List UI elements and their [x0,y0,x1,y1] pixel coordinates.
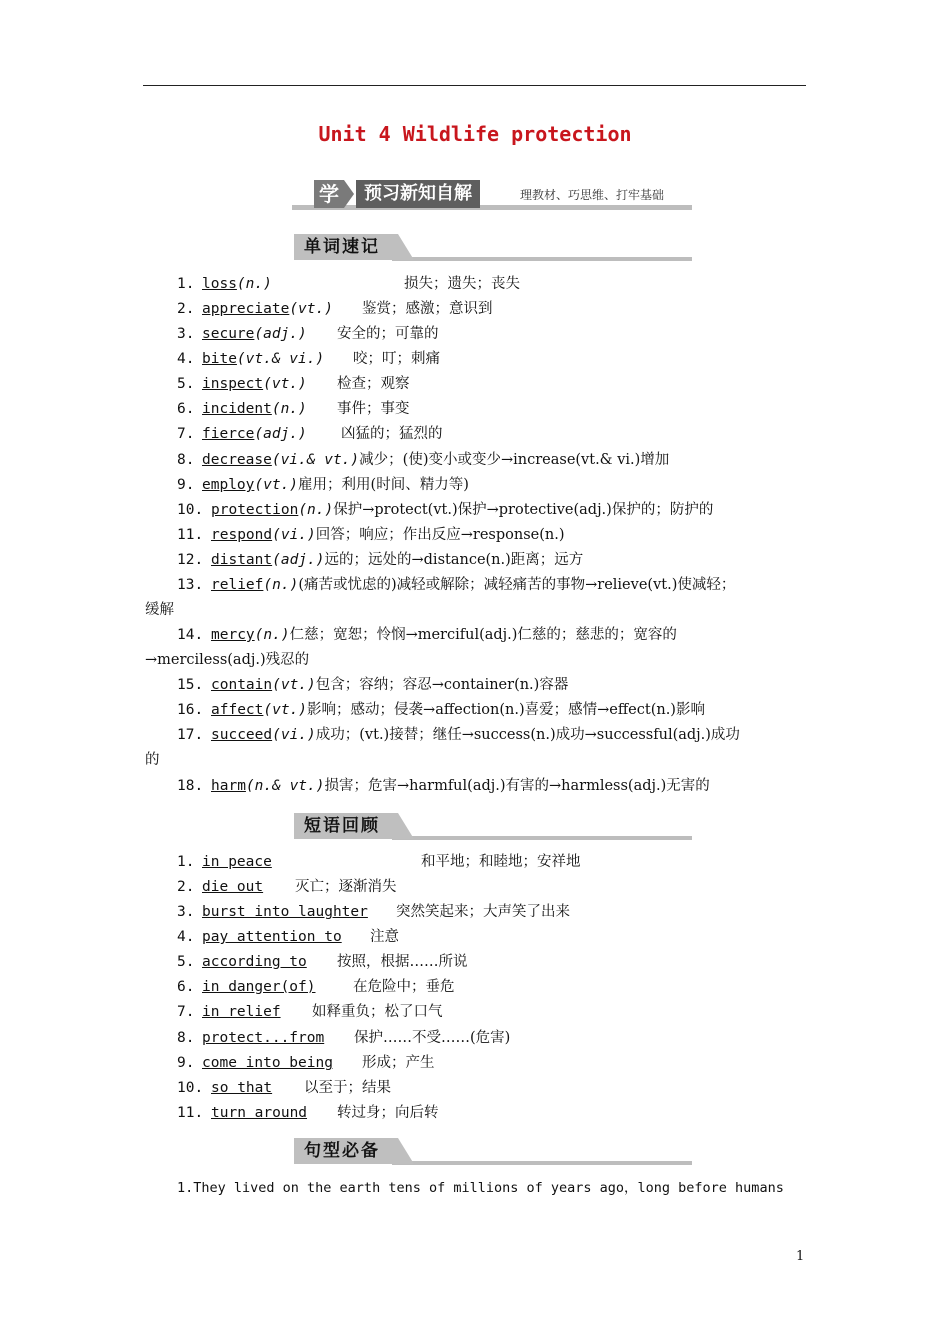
vocab-meaning-continued: 的 [145,752,160,768]
vocab-number: 9. [177,477,195,493]
phrase-meaning: 灭亡；逐渐消失 [295,879,397,895]
vocab-meaning: 咬；叮；刺痛 [353,351,440,367]
vocab-pos: (n.) [236,276,272,292]
phrase-number: 6. [177,979,195,995]
page-title: Unit 4 Wildlife protection [318,122,632,146]
vocab-meaning: 事件；事变 [337,401,410,417]
section-header-phrases [292,813,692,843]
phrase-number: 3. [177,904,195,920]
vocab-number: 17. [177,727,204,743]
banner-badge: 学 [314,180,344,208]
page-number: 1 [796,1249,805,1264]
vocab-number: 11. [177,527,204,543]
phrase-text: burst into laughter [202,904,368,920]
phrase-meaning: 转过身；向后转 [337,1105,439,1121]
vocab-pos: (n.) [254,627,290,643]
vocab-word: employ [202,477,255,493]
vocab-word: decrease [202,452,272,468]
banner-arrow-icon [344,180,354,208]
vocab-number: 2. [177,301,195,317]
vocab-word: bite [202,351,237,367]
vocab-word: inspect [202,376,264,392]
vocab-word: respond [211,527,273,543]
phrase-meaning: 如释重负；松了口气 [312,1004,443,1020]
vocab-pos: (adj.) [254,326,307,342]
phrase-meaning: 形成；产生 [362,1055,435,1071]
vocab-word: secure [202,326,255,342]
phrase-text: according to [202,954,307,970]
vocab-number: 10. [177,502,204,518]
phrase-number: 1. [177,854,195,870]
vocab-pos: (vi.) [272,727,316,743]
vocab-meaning: 安全的；可靠的 [337,326,439,342]
phrase-number: 10. [177,1080,204,1096]
section-banner [292,180,692,212]
phrase-text: die out [202,879,264,895]
vocab-meaning: 凶猛的；猛烈的 [341,426,443,442]
vocab-meaning: 仁慈；宽恕；怜悯→merciful(adj.)仁慈的；慈悲的；宽容的 [289,627,677,643]
phrase-meaning: 按照，根据……所说 [337,954,468,970]
vocab-meaning: 包含；容纳；容忍→container(n.)容器 [315,677,569,693]
vocab-number: 7. [177,426,195,442]
vocab-meaning: 保护→protect(vt.)保护→protective(adj.)保护的；防护的 [333,502,714,518]
vocab-number: 6. [177,401,195,417]
phrase-meaning: 保护……不受……(危害) [354,1030,511,1046]
phrase-meaning: 和平地；和睦地；安祥地 [421,854,581,870]
vocab-pos: (n.) [271,401,307,417]
vocab-word: contain [211,677,273,693]
section-label: 单词速记 [304,237,380,257]
section-label: 短语回顾 [304,816,380,836]
phrase-text: in relief [202,1004,281,1020]
vocab-meaning: (痛苦或忧虑的)减轻或解除；减轻痛苦的事物→relieve(vt.)使减轻； [298,577,736,593]
vocab-number: 4. [177,351,195,367]
phrase-text: turn around [211,1105,308,1121]
vocab-number: 16. [177,702,204,718]
vocab-word: loss [202,276,237,292]
vocab-number: 15. [177,677,204,693]
vocab-meaning: 远的；远处的→distance(n.)距离；远方 [324,552,584,568]
phrase-meaning: 在危险中；垂危 [353,979,455,995]
vocab-meaning-continued: →merciless(adj.)残忍的 [145,652,310,668]
vocab-meaning: 成功；(vt.)接替；继任→success(n.)成功→successful(adj.)成功 [315,727,740,743]
section-header-sentences [292,1138,692,1168]
vocab-number: 3. [177,326,195,342]
banner-title: 预习新知自解 [356,180,480,208]
vocab-word: succeed [211,727,273,743]
vocab-pos: (n.& vt.) [245,778,325,794]
phrase-number: 8. [177,1030,195,1046]
vocab-pos: (n.) [298,502,334,518]
vocab-pos: (vi.& vt.) [271,452,360,468]
vocab-number: 12. [177,552,204,568]
vocab-number: 13. [177,577,204,593]
vocab-number: 8. [177,452,195,468]
vocab-meaning: 损失；遗失；丧失 [404,276,520,292]
vocab-word: mercy [211,627,255,643]
vocab-meaning: 影响；感动；侵袭→affection(n.)喜爱；感情→effect(n.)影响 [307,702,705,718]
section-header-vocab [292,234,692,264]
phrase-text: so that [211,1080,273,1096]
vocab-meaning: 回答；响应；作出反应→response(n.) [315,527,565,543]
vocab-meaning: 鉴赏；感激；意识到 [362,301,493,317]
vocab-meaning: 雇用；利用(时间、精力等) [298,477,469,493]
vocab-word: harm [211,778,246,794]
vocab-word: appreciate [202,301,290,317]
vocab-number: 1. [177,276,195,292]
vocab-meaning-continued: 缓解 [145,602,174,618]
vocab-meaning: 损害；危害→harmful(adj.)有害的→harmless(adj.)无害的 [324,778,710,794]
phrase-text: in danger(of) [202,979,316,995]
vocab-pos: (vt.) [272,677,316,693]
vocab-pos: (vt.) [263,376,307,392]
phrase-number: 9. [177,1055,195,1071]
phrase-meaning: 注意 [370,929,399,945]
section-label: 句型必备 [304,1141,380,1161]
vocab-word: distant [211,552,273,568]
phrase-number: 5. [177,954,195,970]
phrase-text: come into being [202,1055,333,1071]
vocab-pos: (vi.) [272,527,316,543]
vocab-pos: (vt.) [289,301,333,317]
vocab-number: 14. [177,627,204,643]
phrase-text: in peace [202,854,272,870]
vocab-number: 5. [177,376,195,392]
phrase-meaning: 突然笑起来；大声笑了出来 [396,904,570,920]
vocab-word: affect [211,702,264,718]
phrase-number: 7. [177,1004,195,1020]
banner-subtitle: 理教材、巧思维、打牢基础 [520,188,665,202]
vocab-word: protection [211,502,299,518]
vocab-meaning: 减少；(使)变小或变少→increase(vt.& vi.)增加 [359,452,670,468]
phrase-text: protect...from [202,1030,325,1046]
phrase-number: 11. [177,1105,204,1121]
vocab-pos: (vt.& vi.) [236,351,325,367]
vocab-word: incident [202,401,272,417]
vocab-word: relief [211,577,264,593]
vocab-pos: (adj.) [254,426,307,442]
header-rule [143,85,806,86]
vocab-pos: (n.) [263,577,299,593]
phrase-number: 4. [177,929,195,945]
vocab-pos: (vt.) [254,477,299,493]
vocab-meaning: 检查；观察 [337,376,410,392]
vocab-pos: (vt.) [263,702,308,718]
phrase-number: 2. [177,879,195,895]
vocab-word: fierce [202,426,255,442]
sentence-1: 1.They lived on the earth tens of millions of years ago，long before humans [177,1180,784,1196]
vocab-number: 18. [177,778,204,794]
phrase-text: pay attention to [202,929,342,945]
phrase-meaning: 以至于；结果 [304,1080,391,1096]
vocab-pos: (adj.) [272,552,325,568]
